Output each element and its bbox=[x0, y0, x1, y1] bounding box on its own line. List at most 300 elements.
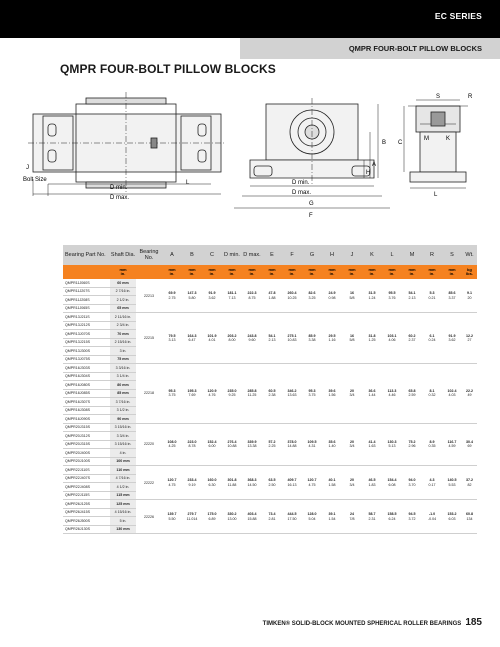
value-imperial: 2.25 bbox=[268, 444, 276, 449]
unit-imperial: in. bbox=[309, 271, 315, 276]
table-row bbox=[63, 423, 477, 432]
unit-cell-empty bbox=[63, 265, 110, 279]
dimension-value bbox=[442, 500, 462, 534]
value-imperial: 9.19 bbox=[188, 482, 196, 487]
value-metric: 8.1 bbox=[429, 388, 435, 393]
dimension-value bbox=[442, 466, 462, 500]
dimension-value bbox=[422, 364, 442, 424]
dimension-value bbox=[422, 313, 442, 364]
value-metric: 65.8 bbox=[408, 388, 416, 393]
column-header: Wt. bbox=[462, 245, 477, 265]
value-metric: 158.5 bbox=[387, 512, 397, 516]
column-header: M bbox=[402, 245, 422, 265]
value-metric: 223.0 bbox=[187, 439, 197, 444]
part-number: QMPR26J125S bbox=[63, 500, 110, 509]
unit-metric: mm bbox=[248, 266, 256, 272]
part-number: QMPR13J070S bbox=[63, 330, 110, 339]
value-imperial: 3.62 bbox=[208, 295, 216, 300]
value-imperial: 1.56 bbox=[328, 393, 336, 398]
value-metric: 95.3 bbox=[308, 388, 316, 393]
value-imperial: 11.88 bbox=[227, 482, 237, 487]
shaft-diameter: 3 1/4 in. bbox=[110, 372, 136, 381]
value-metric: 164.3 bbox=[187, 333, 197, 338]
unit-metric: mm bbox=[208, 266, 216, 272]
shaft-diameter: 4 7/16 in. bbox=[110, 474, 136, 483]
column-header: F bbox=[282, 245, 302, 265]
unit-imperial: in. bbox=[209, 271, 215, 276]
unit-metric: mm bbox=[308, 266, 316, 272]
value-metric: 79.5 bbox=[168, 333, 176, 338]
value-imperial: 10.83 bbox=[287, 338, 297, 342]
value-imperial: 1.16 bbox=[328, 338, 336, 342]
value-metric: 20 bbox=[350, 439, 354, 444]
unit-imperial: in. bbox=[449, 271, 455, 276]
value-metric: 31.5 bbox=[368, 291, 376, 295]
bearing-number: 22220 bbox=[136, 423, 162, 466]
dimension-value bbox=[382, 313, 402, 364]
value-imperial: 4.03 bbox=[448, 393, 456, 398]
dimension-value bbox=[322, 423, 342, 466]
dimension-value bbox=[362, 313, 382, 364]
shaft-diameter: 100 mm bbox=[110, 457, 136, 466]
label-l-side: L bbox=[434, 192, 438, 198]
value-imperial: 4.46 bbox=[388, 393, 396, 398]
dimension-value bbox=[402, 364, 422, 424]
unit-cell bbox=[362, 265, 382, 279]
dimension-value bbox=[342, 279, 362, 313]
dimension-value bbox=[182, 313, 202, 364]
value-metric: 40.1 bbox=[328, 478, 336, 482]
value-imperial: 0.24 bbox=[428, 338, 436, 342]
column-header: R bbox=[422, 245, 442, 265]
value-imperial: 2.59 bbox=[408, 393, 416, 398]
dimension-value bbox=[402, 313, 422, 364]
shaft-diameter: 2 11/16 in. bbox=[110, 313, 136, 322]
unit-metric: mm bbox=[348, 266, 356, 272]
part-number: QMPR16J085S bbox=[63, 389, 110, 398]
value-metric: 31.8 bbox=[368, 333, 376, 338]
shaft-diameter: 3 3/16 in. bbox=[110, 364, 136, 373]
shaft-diameter: 4 1/2 in. bbox=[110, 483, 136, 492]
value-imperial: 0.17 bbox=[428, 482, 436, 487]
unit-imperial: in. bbox=[409, 271, 415, 276]
value-metric: 116.7 bbox=[447, 439, 457, 444]
unit-metric: mm bbox=[368, 266, 376, 272]
value-imperial: 8.78 bbox=[188, 444, 196, 449]
unit-metric: kg bbox=[467, 266, 472, 272]
unit-imperial: in. bbox=[289, 271, 295, 276]
label-c: C bbox=[398, 140, 403, 146]
value-metric: 24.9 bbox=[328, 291, 336, 295]
value-metric: 260.4 bbox=[287, 291, 297, 295]
value-imperial: 2.96 bbox=[408, 444, 416, 449]
label-r: R bbox=[468, 94, 473, 100]
unit-cell bbox=[442, 265, 462, 279]
dimension-value bbox=[402, 279, 422, 313]
label-f: F bbox=[309, 213, 313, 219]
dimension-value bbox=[282, 279, 302, 313]
value-metric: 153.2 bbox=[447, 512, 457, 516]
value-imperial: 10.25 bbox=[287, 295, 297, 300]
value-metric: 29.5 bbox=[328, 333, 336, 338]
value-metric: 69.9 bbox=[168, 291, 176, 295]
value-metric: 222.3 bbox=[247, 291, 257, 295]
value-imperial: 6.08 bbox=[388, 482, 396, 487]
shaft-diameter: 70 mm bbox=[110, 330, 136, 339]
part-number: QMPR11J208S bbox=[63, 296, 110, 305]
shaft-diameter: 110 mm bbox=[110, 466, 136, 475]
dimension-value bbox=[422, 279, 442, 313]
top-view bbox=[28, 92, 226, 196]
value-metric: 54.1 bbox=[408, 291, 416, 295]
dimension-value bbox=[222, 500, 242, 534]
part-number: QMPR16J304S bbox=[63, 372, 110, 381]
dimension-value bbox=[282, 364, 302, 424]
unit-imperial: in. bbox=[169, 271, 175, 276]
value-metric: 8.9 bbox=[429, 439, 435, 444]
part-number: QMPR16J303S bbox=[63, 364, 110, 373]
shaft-diameter: 3 3/4 in. bbox=[110, 432, 136, 441]
dimension-value bbox=[242, 364, 262, 424]
value-imperial: 9.25 bbox=[228, 393, 236, 398]
value-imperial: 11.014 bbox=[186, 516, 198, 521]
value-metric: 37.2 bbox=[466, 478, 473, 482]
header-bar bbox=[0, 0, 500, 38]
table-row bbox=[63, 500, 477, 509]
shaft-diameter: 2 1/2 in. bbox=[110, 296, 136, 305]
value-imperial: 6.47 bbox=[188, 338, 196, 342]
label-bolt-size: Bolt Size bbox=[23, 177, 47, 183]
value-imperial: 3/4 bbox=[349, 482, 355, 487]
unit-imperial: in. bbox=[189, 271, 195, 276]
value-imperial: 17.50 bbox=[287, 516, 297, 521]
unit-metric: mm bbox=[228, 266, 236, 272]
dimension-value bbox=[342, 313, 362, 364]
value-imperial: 13.00 bbox=[227, 516, 237, 521]
value-imperial: 4.31 bbox=[308, 444, 316, 449]
value-imperial: 7.13 bbox=[228, 295, 236, 300]
dimension-value bbox=[162, 279, 182, 313]
value-imperial: 1.83 bbox=[368, 482, 376, 487]
value-metric: 6.1 bbox=[429, 333, 435, 338]
unit-metric: mm bbox=[288, 266, 296, 272]
value-imperial: 6.89 bbox=[208, 516, 216, 521]
table-row bbox=[63, 313, 477, 322]
part-number: QMPR20J400S bbox=[63, 449, 110, 458]
unit-imperial: in. bbox=[349, 271, 355, 276]
unit-imperial: in. bbox=[120, 271, 126, 276]
shaft-diameter: 90 mm bbox=[110, 415, 136, 424]
bearing-number: 22222 bbox=[136, 466, 162, 500]
value-imperial: 2.13 bbox=[408, 295, 416, 300]
value-imperial: 1.24 bbox=[368, 295, 376, 300]
value-metric: 233.4 bbox=[187, 478, 197, 482]
dimension-value bbox=[362, 364, 382, 424]
shaft-diameter: 3 7/16 in. bbox=[110, 398, 136, 407]
dimension-value bbox=[382, 423, 402, 466]
column-header: B bbox=[182, 245, 202, 265]
value-imperial: 3.70 bbox=[408, 482, 416, 487]
part-number: QMPR16J307S bbox=[63, 398, 110, 407]
part-number: QMPR13J212S bbox=[63, 321, 110, 330]
dimension-value bbox=[362, 466, 382, 500]
shaft-diameter: 2 3/4 in. bbox=[110, 321, 136, 330]
subheader-bar bbox=[240, 38, 500, 59]
part-number: QMPR13J211S bbox=[63, 313, 110, 322]
value-imperial: 5/8 bbox=[349, 295, 355, 300]
dimension-value bbox=[462, 466, 477, 500]
value-imperial: 7.69 bbox=[188, 393, 196, 398]
shaft-diameter: 115 mm bbox=[110, 491, 136, 500]
dimension-value bbox=[242, 279, 262, 313]
dimension-value bbox=[462, 279, 477, 313]
value-metric: 39.6 bbox=[328, 388, 336, 393]
column-header: D min. bbox=[222, 245, 242, 265]
value-imperial: 3/4 bbox=[349, 393, 355, 398]
value-metric: 101.9 bbox=[207, 333, 217, 338]
dimension-value bbox=[202, 500, 222, 534]
dimension-value bbox=[302, 313, 322, 364]
value-imperial: 3/4 bbox=[349, 444, 355, 449]
column-header: E bbox=[262, 245, 282, 265]
dimension-value bbox=[282, 500, 302, 534]
value-imperial: 1.25 bbox=[368, 338, 376, 342]
value-metric: 94.5 bbox=[408, 512, 416, 516]
column-header: Shaft Dia. bbox=[110, 245, 136, 265]
unit-metric: mm bbox=[448, 266, 456, 272]
value-imperial: 4.25 bbox=[168, 444, 176, 449]
value-imperial: 1.58 bbox=[328, 482, 336, 487]
bearing-number: 22226 bbox=[136, 500, 162, 534]
value-imperial: 4.06 bbox=[388, 338, 396, 342]
label-a: A bbox=[372, 162, 377, 168]
value-imperial: 3.38 bbox=[308, 338, 316, 342]
value-metric: 91.9 bbox=[448, 333, 456, 338]
value-metric: 9.1 bbox=[467, 291, 472, 295]
dimension-value bbox=[182, 466, 202, 500]
value-metric: 82.6 bbox=[308, 291, 316, 295]
column-header: L bbox=[382, 245, 402, 265]
table-header-row bbox=[63, 245, 477, 265]
value-imperial: 4.59 bbox=[448, 444, 456, 449]
shaft-diameter: 2 7/16 in. bbox=[110, 287, 136, 296]
series-label: EC SERIES bbox=[434, 11, 482, 21]
value-metric: 35.6 bbox=[328, 439, 336, 444]
column-header: A bbox=[162, 245, 182, 265]
shaft-diameter: 60 mm bbox=[110, 279, 136, 287]
page-title: QMPR FOUR-BOLT PILLOW BLOCKS bbox=[60, 62, 276, 76]
value-metric: 60.8 bbox=[466, 512, 473, 516]
value-imperial: 3.13 bbox=[168, 338, 176, 342]
part-number: QMPR20J315S bbox=[63, 423, 110, 432]
label-m: M bbox=[424, 136, 429, 142]
value-metric: 130.3 bbox=[387, 439, 397, 444]
shaft-diameter: 85 mm bbox=[110, 389, 136, 398]
value-metric: 20 bbox=[350, 478, 354, 482]
value-metric: 24 bbox=[350, 512, 354, 516]
value-metric: 203.2 bbox=[227, 333, 237, 338]
value-imperial: 5.53 bbox=[448, 482, 456, 487]
value-metric: 409.7 bbox=[287, 478, 297, 482]
part-number: QMPR20J312S bbox=[63, 432, 110, 441]
value-metric: 91.9 bbox=[208, 291, 216, 295]
value-metric: 330.2 bbox=[227, 512, 237, 516]
shaft-diameter: 3 15/16 in. bbox=[110, 440, 136, 449]
unit-metric: mm bbox=[408, 266, 416, 272]
dimension-value bbox=[262, 364, 282, 424]
footer bbox=[263, 617, 482, 628]
subheader-title: QMPR FOUR-BOLT PILLOW BLOCKS bbox=[348, 44, 482, 53]
unit-metric: mm bbox=[188, 266, 196, 272]
label-d-max-front: D max. bbox=[292, 190, 312, 196]
value-metric: 346.2 bbox=[287, 388, 297, 393]
part-number: QMPR11J065S bbox=[63, 304, 110, 313]
value-imperial: 2.38 bbox=[268, 393, 276, 398]
unit-metric: mm bbox=[268, 266, 276, 272]
dimension-value bbox=[222, 364, 242, 424]
shaft-diameter: 5 in. bbox=[110, 517, 136, 526]
part-number: QMPR20J100S bbox=[63, 457, 110, 466]
unit-cell bbox=[162, 265, 182, 279]
dimension-value bbox=[242, 466, 262, 500]
value-imperial: 1.63 bbox=[368, 444, 376, 449]
dimension-value bbox=[302, 466, 322, 500]
value-metric: 20 bbox=[350, 388, 354, 393]
value-imperial: 8.00 bbox=[228, 338, 236, 342]
unit-cell bbox=[110, 265, 136, 279]
unit-imperial: in. bbox=[369, 271, 375, 276]
label-k: K bbox=[446, 136, 451, 142]
dimension-value bbox=[342, 364, 362, 424]
value-imperial: 0.35 bbox=[428, 444, 436, 449]
unit-cell bbox=[322, 265, 342, 279]
value-imperial: 1.44 bbox=[368, 393, 376, 398]
units-row bbox=[63, 265, 477, 279]
value-imperial: 7/8 bbox=[349, 516, 355, 521]
dimension-value bbox=[382, 279, 402, 313]
value-imperial: 6.24 bbox=[388, 516, 396, 521]
dimension-value bbox=[162, 500, 182, 534]
dimension-value bbox=[362, 423, 382, 466]
value-imperial: 134 bbox=[466, 516, 473, 521]
value-metric: 368.3 bbox=[247, 478, 257, 482]
label-d-min: D min. bbox=[110, 185, 128, 191]
value-metric: 47.8 bbox=[268, 291, 276, 295]
value-imperial: 3.25 bbox=[308, 295, 316, 300]
value-imperial: 13.38 bbox=[247, 444, 257, 449]
part-number: QMPR13J215S bbox=[63, 338, 110, 347]
value-imperial: 69 bbox=[467, 444, 472, 449]
dimension-value bbox=[402, 466, 422, 500]
unit-imperial: in. bbox=[429, 271, 435, 276]
unit-cell bbox=[342, 265, 362, 279]
value-imperial: 2.13 bbox=[268, 338, 276, 342]
dimension-value bbox=[382, 500, 402, 534]
value-imperial: 2.50 bbox=[268, 482, 276, 487]
dimension-value bbox=[422, 423, 442, 466]
value-imperial: 5.04 bbox=[308, 516, 316, 521]
value-imperial: 5/8 bbox=[349, 338, 355, 342]
value-metric: 60.5 bbox=[268, 388, 276, 393]
dimension-value bbox=[262, 279, 282, 313]
value-metric: 339.9 bbox=[247, 439, 257, 444]
value-imperial: 2.75 bbox=[168, 295, 176, 300]
value-imperial: 0.32 bbox=[428, 393, 436, 398]
unit-cell bbox=[262, 265, 282, 279]
value-imperial: 10.88 bbox=[227, 444, 237, 449]
value-metric: -1.0 bbox=[428, 512, 436, 516]
unit-cell bbox=[302, 265, 322, 279]
dimension-value bbox=[282, 423, 302, 466]
dimension-value bbox=[202, 466, 222, 500]
value-metric: 128.0 bbox=[307, 512, 317, 516]
column-header: C bbox=[202, 245, 222, 265]
value-metric: 147.3 bbox=[187, 291, 197, 295]
value-metric: 444.5 bbox=[287, 512, 297, 516]
value-metric: 113.3 bbox=[387, 388, 397, 393]
value-metric: 22.2 bbox=[466, 388, 473, 393]
dimension-value bbox=[462, 423, 477, 466]
part-number: QMPR26J130S bbox=[63, 525, 110, 534]
unit-metric: mm bbox=[428, 266, 436, 272]
front-view bbox=[234, 98, 390, 208]
value-metric: 120.9 bbox=[207, 388, 217, 393]
unit-metric: mm bbox=[168, 266, 176, 272]
value-imperial: 6.03 bbox=[448, 516, 456, 521]
value-metric: 60.2 bbox=[408, 333, 416, 338]
dimension-value bbox=[302, 364, 322, 424]
value-metric: 58.7 bbox=[368, 512, 376, 516]
dimension-value bbox=[202, 423, 222, 466]
dimension-value bbox=[222, 313, 242, 364]
dimension-value bbox=[402, 500, 422, 534]
shaft-diameter: 4 in. bbox=[110, 449, 136, 458]
page-number: 185 bbox=[465, 617, 482, 628]
dimension-value bbox=[262, 423, 282, 466]
dimension-value bbox=[182, 500, 202, 534]
value-metric: 181.1 bbox=[227, 291, 237, 295]
unit-cell bbox=[182, 265, 202, 279]
value-imperial: 0.21 bbox=[428, 295, 436, 300]
value-imperial: 2.31 bbox=[368, 516, 376, 521]
part-number: QMPR11J207S bbox=[63, 287, 110, 296]
value-metric: 12.2 bbox=[466, 333, 473, 338]
value-metric: 175.0 bbox=[207, 512, 217, 516]
value-metric: 4.3 bbox=[429, 478, 435, 482]
unit-metric: mm bbox=[328, 266, 336, 272]
dimension-value bbox=[222, 423, 242, 466]
value-imperial: 9.60 bbox=[248, 338, 256, 342]
value-metric: 378.0 bbox=[287, 439, 297, 444]
dimension-value bbox=[222, 279, 242, 313]
side-view bbox=[404, 100, 468, 188]
table-row bbox=[63, 364, 477, 373]
value-metric: 57.2 bbox=[268, 439, 276, 444]
value-imperial: -0.04 bbox=[427, 516, 437, 521]
dimension-value bbox=[302, 423, 322, 466]
dimension-value bbox=[182, 364, 202, 424]
dimension-value bbox=[202, 364, 222, 424]
unit-cell bbox=[242, 265, 262, 279]
value-imperial: 8.75 bbox=[248, 295, 256, 300]
shaft-diameter: 75 mm bbox=[110, 355, 136, 364]
unit-cell bbox=[382, 265, 402, 279]
unit-imperial: lbs. bbox=[466, 271, 473, 276]
unit-cell bbox=[222, 265, 242, 279]
value-metric: 63.5 bbox=[268, 478, 276, 482]
part-number: QMPR22J115S bbox=[63, 491, 110, 500]
value-imperial: 2.81 bbox=[268, 516, 276, 521]
